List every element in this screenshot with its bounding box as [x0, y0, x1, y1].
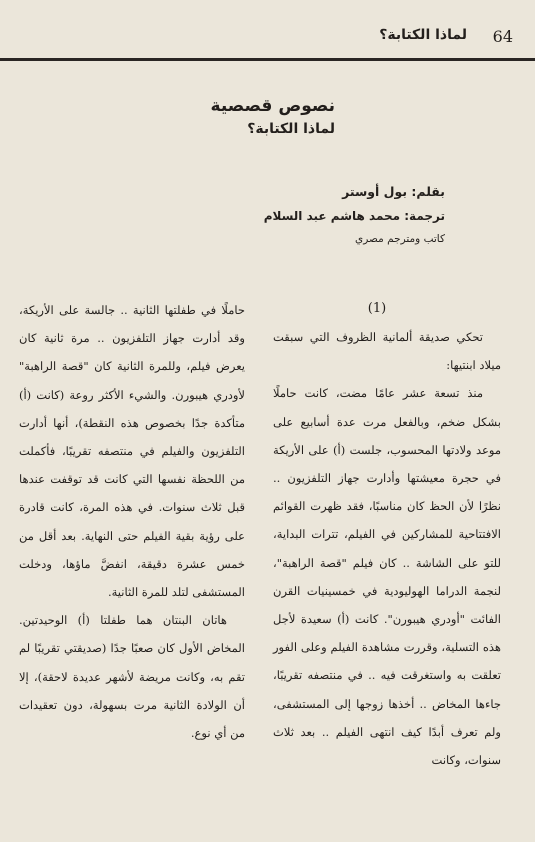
translator-line: ترجمة: محمد هاشم عبد السلام — [263, 209, 445, 223]
article-subtitle: لماذا الكتابة؟ — [247, 121, 335, 137]
running-header — [0, 25, 535, 55]
article-title: نصوص قصصية — [210, 96, 335, 116]
author-line: بقلم: بول أوستر — [342, 184, 445, 199]
continuation-paragraph: حاملًا في طفلتها الثانية .. جالسة على الأريكة، وقد أدارت جهاز التلفزيون .. مرة ثانية كان يعرض فيلم، وللمرة الثانية كان "قصة الراهبة" لأودري هيبورن. والشيء الأكثر روعة (كانت (أ) متأكدة جدًا بخصوص هذه النقطة)، أنها أدارت التلفزيون والفيلم في منتصفه تقريبًا، فأكملت من اللحظة نفسها التي كانت قد توقفت عندها قبل ثلاث سنوات. في هذه المرة، كانت قادرة على رؤية بقية الفيلم حتى النهاية. بعد أقل من خمس عشرة دقيقة، انفضَّ ماؤها، ودخلت المستشفى لتلد للمرة الثانية. — [19, 303, 245, 600]
right-text-column — [273, 295, 501, 774]
body-paragraph: منذ تسعة عشر عامًا مضت، كانت حاملًا بشكل ضخم، وبالفعل مرت عدة أسابيع على موعد ولادتها المحسوب، جلست (أ) على الأريكة في حجرة معيشتها وأدارت جهاز التلفزيون .. نظرًا لأن الحظ كان مناسبًا، فقد ظهرت القوائم الافتتاحية للمشاركين في الفيلم، تترات البداية، للتو على الشاشة .. كان فيلم "قصة الراهبة"، لنجمة الدراما الهوليودية في خمسينيات القرن الفائت "أودري هيبورن". كانت (أ) سعيدة لأجل هذه التسلية، وقررت مشاهدة الفيلم وعلى الفور تعلقت به واستغرقت فيه .. في منتصفه تقريبًا، جاءها المخاض .. أخذها زوجها إلى المستشفى، ولم تعرف أبدًا كيف انتهى الفيلم .. بعد ثلاث سنوات، وكانت — [273, 386, 501, 768]
running-header-title: لماذا الكتابة؟ — [379, 27, 467, 43]
left-text-column — [19, 296, 245, 747]
header-divider — [0, 58, 535, 61]
byline — [185, 180, 445, 250]
section-number: (1) — [367, 301, 387, 316]
translator-description: كاتب ومترجم مصري — [355, 233, 445, 245]
intro-paragraph: تحكي صديقة ألمانية الظروف التي سبقت ميلاد ابنتيها: — [273, 330, 501, 373]
page-number: 64 — [492, 27, 513, 46]
article-title-block — [75, 94, 335, 140]
closing-paragraph: هاتان البنتان هما طفلتا (أ) الوحيدتين. المخاض الأول كان صعبًا جدًا (صديقتي تقريبًا لم تقم به، وكانت مريضة لأشهر عديدة لاحقة)، إلا أن الولادة الثانية مرت بسهولة، دون تعقيدات من أي نوع. — [19, 613, 245, 741]
